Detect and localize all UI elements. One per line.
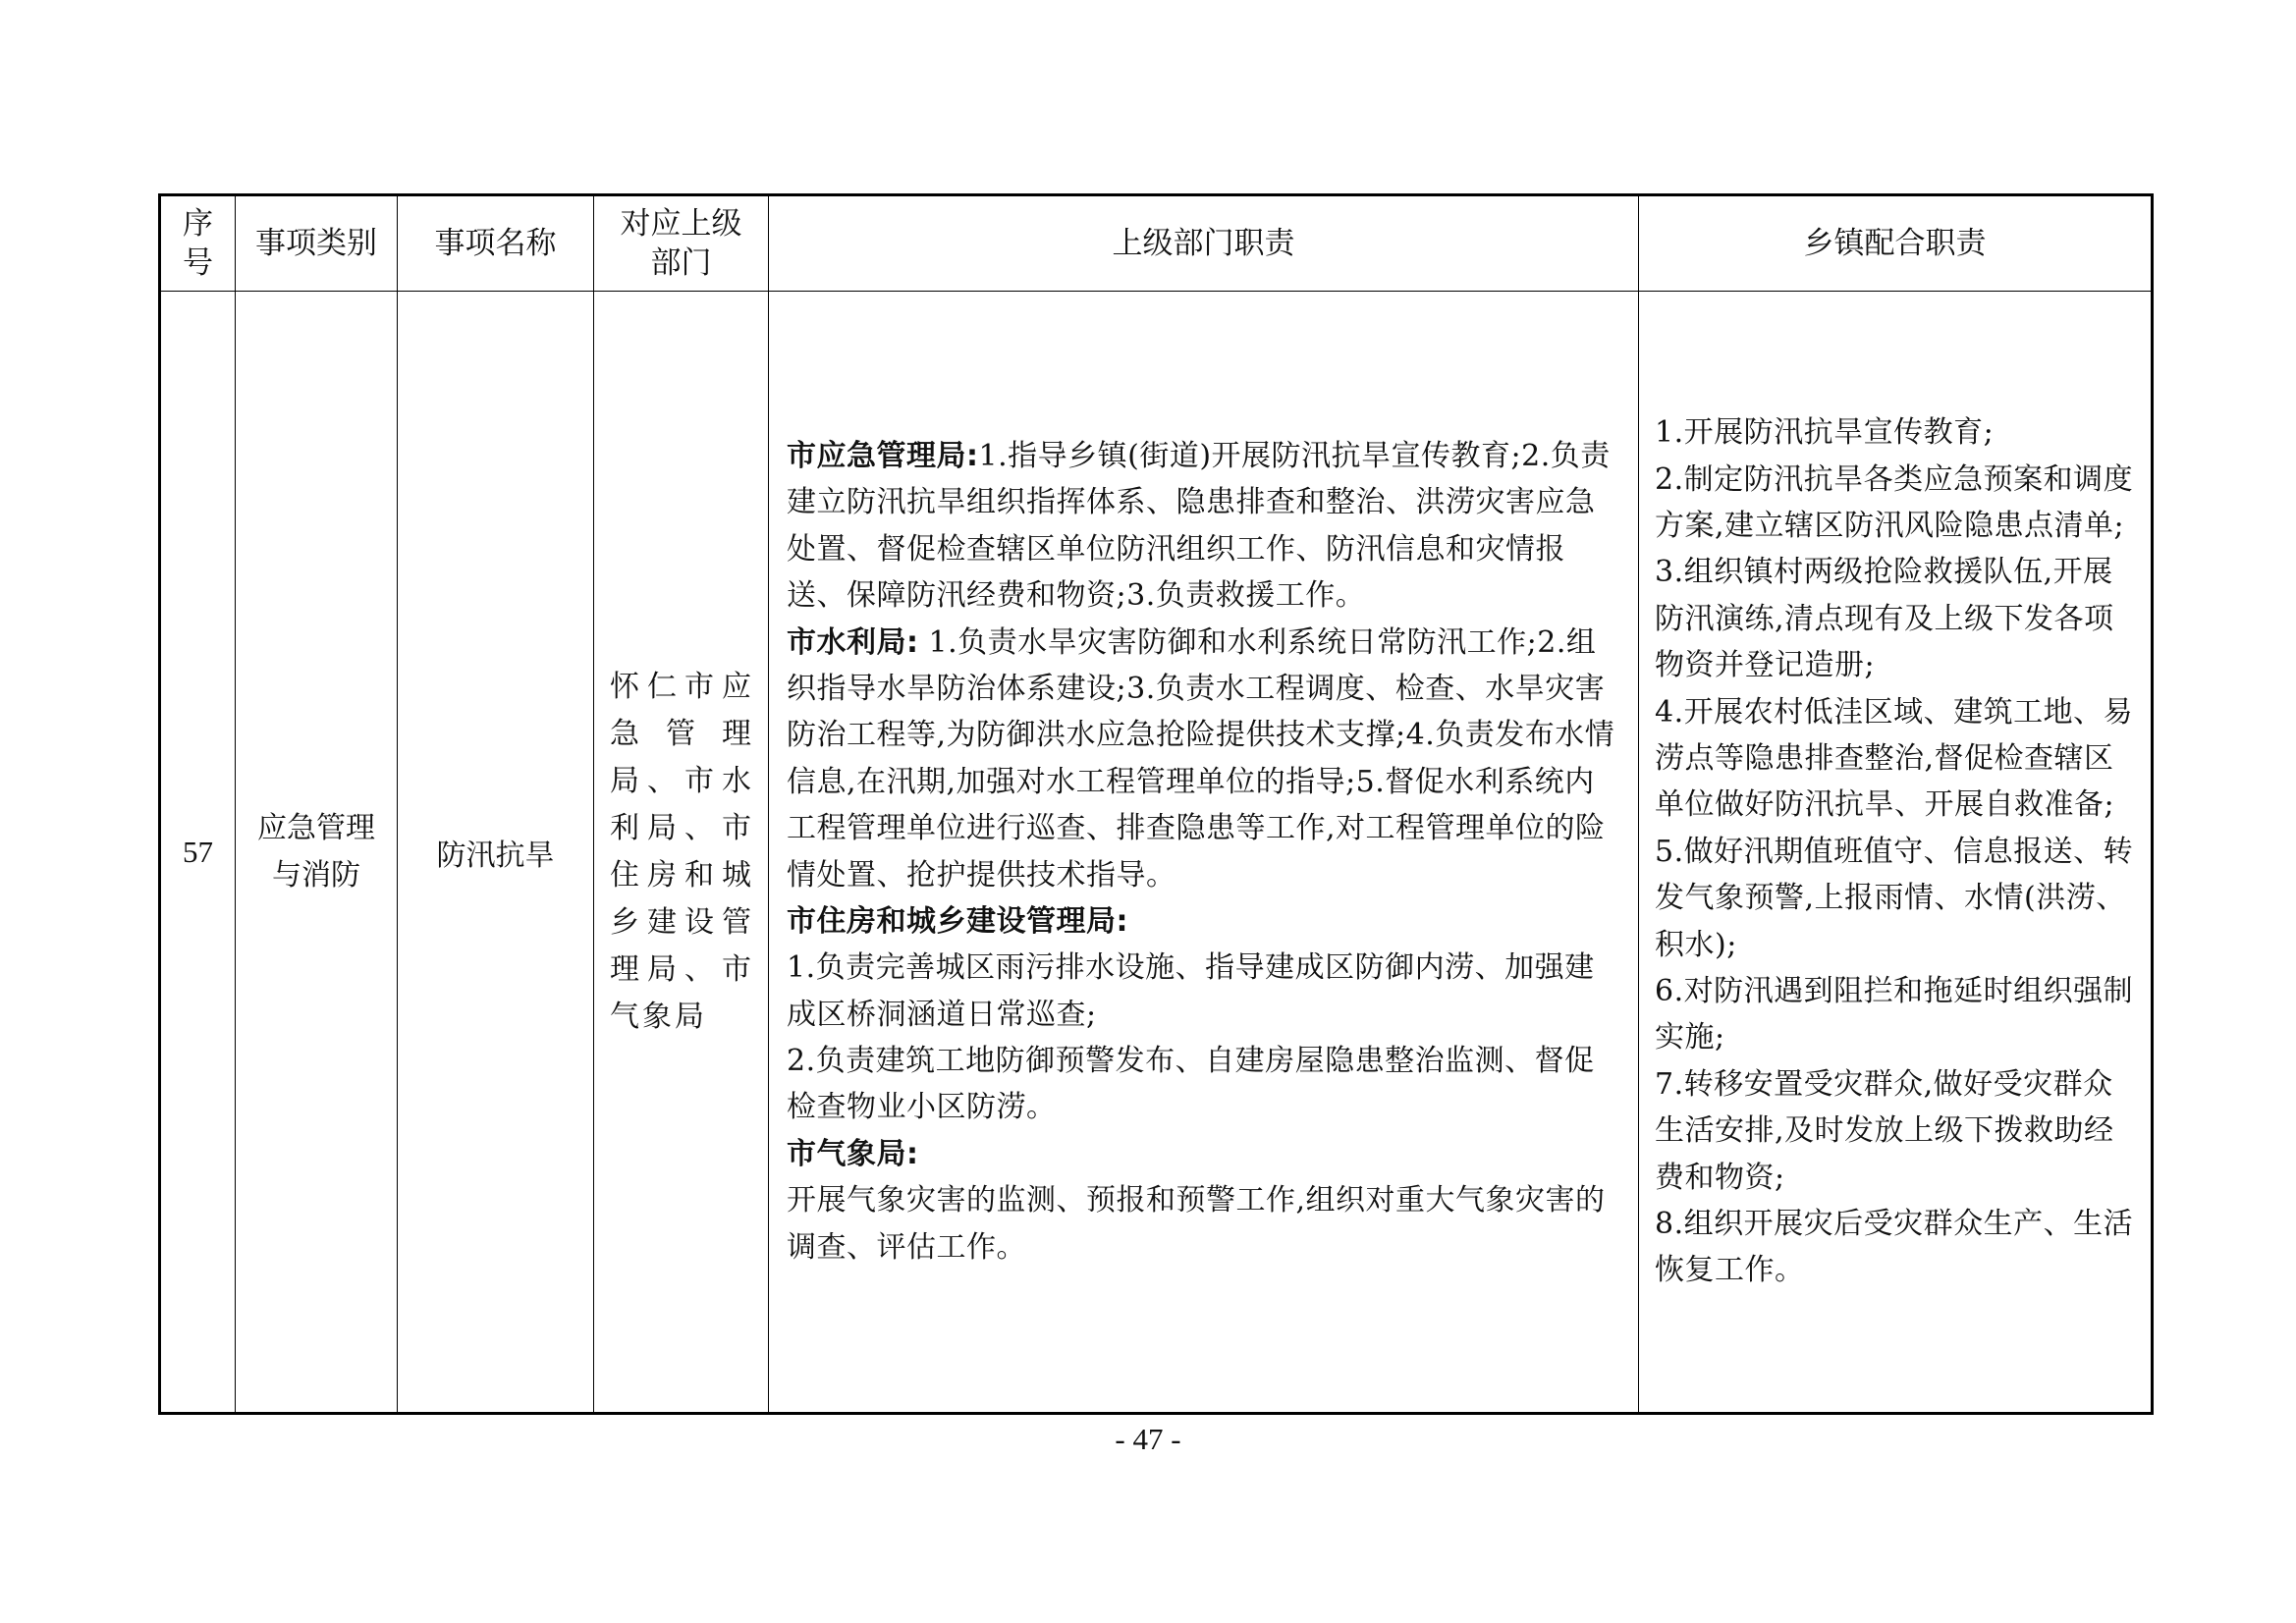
town-duty-item: 7.转移安置受灾群众,做好受灾群众生活安排,及时发放上级下拨救助经费和物资; [1655,1066,2114,1195]
duty-block-water [787,620,1622,898]
header-dept-text: 对应上级 部门 [620,205,742,281]
town-duty-item: 4.开展农村低洼区域、建筑工地、易涝点等隐患排查整治,督促检查辖区单位做好防汛抗旱、开展自救准备; [1655,694,2134,823]
header-upper-duties: 上级部门职责 [769,195,1639,292]
duty-para [787,433,1622,620]
page-number: - 47 - [1115,1422,1181,1456]
cell-name: 防汛抗旱 [398,292,594,1414]
town-duty-item: 8.组织开展灾后受灾群众生产、生活恢复工作。 [1655,1206,2134,1288]
dept-name-housing: 市住房和城乡建设管理局: [787,903,1128,939]
header-dept [594,195,769,292]
town-duty-item: 6.对防汛遇到阻拦和拖延时组织强制实施; [1655,973,2134,1055]
town-duty-item: 2.制定防汛抗旱各类应急预案和调度方案,建立辖区防汛风险隐患点清单; [1655,461,2134,544]
duty-text: 2.负责建筑工地防御预警发布、自建房屋隐患整治监测、督促检查物业小区防涝。 [787,1044,1595,1125]
town-duty-item: 1.开展防汛抗旱宣传教育; [1655,415,1995,451]
cell-seq: 57 [160,292,236,1414]
duty-block-housing [787,898,1622,1131]
duty-text: 开展气象灾害的监测、预报和预警工作,组织对重大气象灾害的调查、评估工作。 [787,1183,1606,1265]
town-duty-item: 3.组织镇村两级抢险救援队伍,开展防汛演练,清点现有及上级下发各项物资并登记造册; [1655,555,2114,683]
header-name: 事项名称 [398,195,594,292]
duty-table [158,193,2154,1415]
dept-name-emergency: 市应急管理局: [787,438,979,473]
duty-text: 1.负责水旱灾害防御和水利系统日常防汛工作;2.组织指导水旱防治体系建设;3.负责水工程调度、检查、水旱灾害防治工程等,为防御洪水应急抢险提供技术支撑;4.负责发布水情信息,在汛期,加强对水工程管理单位的指导;5.督促水利系统内工程管理单位进行巡查、排查隐患等工作,对工程管理单位的险情处置、抢护提供技术指导。 [787,624,1615,893]
town-duty-item: 5.做好汛期值班值守、信息报送、转发气象预警,上报雨情、水情(洪涝、积水); [1655,834,2134,962]
dept-name-weather: 市气象局: [787,1136,919,1171]
duty-text: 1.指导乡镇(街道)开展防汛抗旱宣传教育;2.负责建立防汛抗旱组织指挥体系、隐患排查和整治、洪涝灾害应急处置、督促检查辖区单位防汛组织工作、防汛信息和灾情报送、保障防汛经费和物资;3.负责救援工作。 [787,438,1611,614]
header-town-duties: 乡镇配合职责 [1639,195,2153,292]
header-seq [160,195,236,292]
duty-para [787,620,1622,898]
table-row [160,292,2153,1414]
duty-block-emergency [787,433,1622,620]
header-seq-text: 序 号 [183,205,213,281]
cell-dept: 怀仁市应急管理局、市水利局、市住房和城乡建设管理局、市气象局 [594,292,769,1414]
cell-category [236,292,398,1414]
cell-category-text: 应急管理 与消防 [257,810,375,893]
duty-block-weather [787,1131,1622,1271]
header-row [160,195,2153,292]
dept-name-water: 市水利局: [787,624,919,660]
header-category: 事项类别 [236,195,398,292]
cell-town-duties [1639,292,2153,1414]
cell-upper-duties [769,292,1639,1414]
duty-text: 1.负责完善城区雨污排水设施、指导建成区防御内涝、加强建成区桥洞涵道日常巡查; [787,950,1595,1032]
